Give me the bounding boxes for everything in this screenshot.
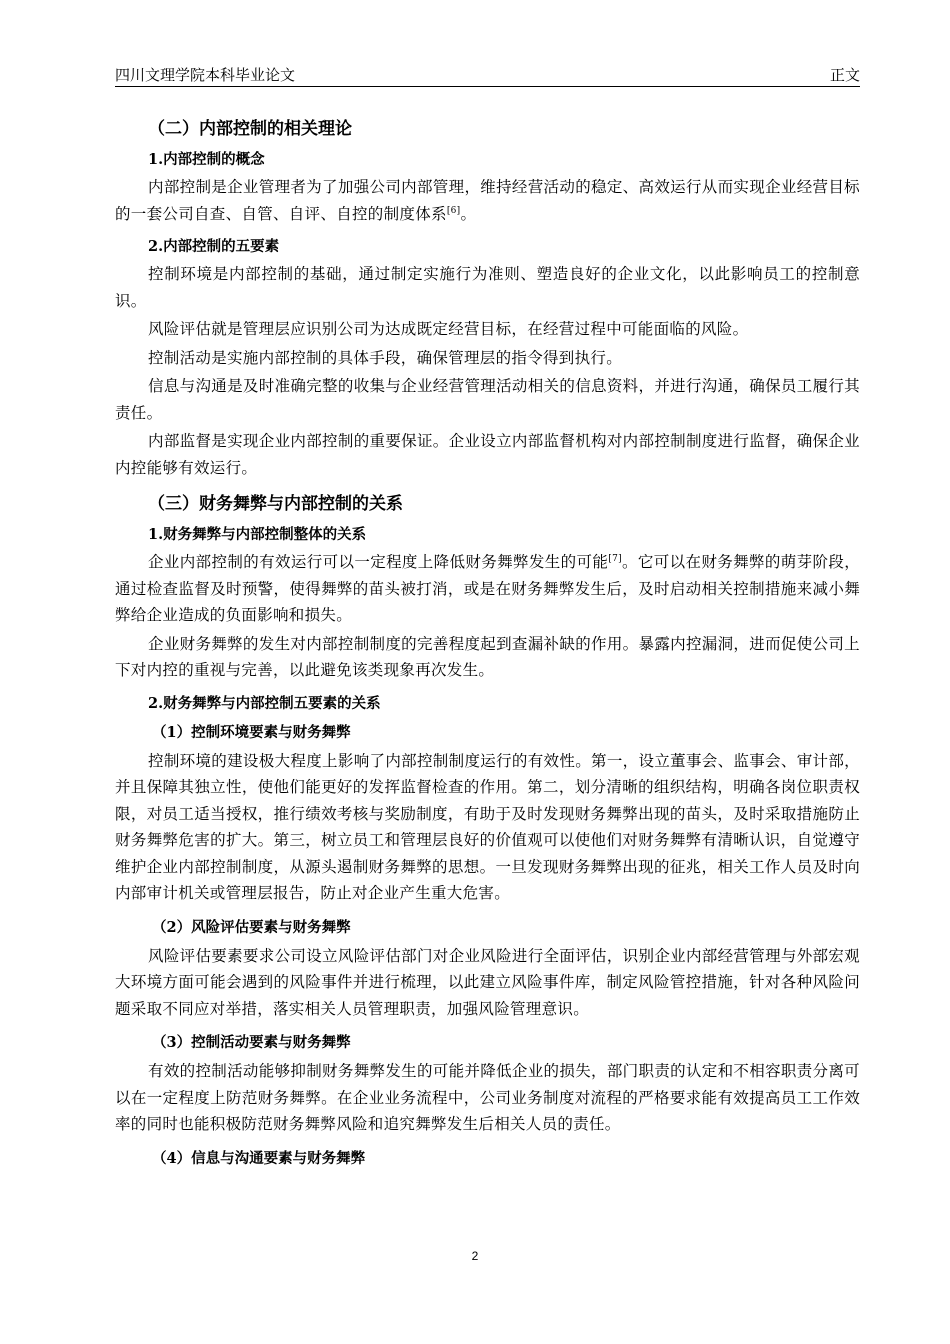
paragraph-text: 企业内部控制的有效运行可以一定程度上降低财务舞弊发生的可能 [148,553,609,571]
page-header [115,64,860,87]
paragraph-text: 内部控制是企业管理者为了加强公司内部管理，维持经营活动的稳定、高效运行从而实现企业经营目标的一套公司自查、自管、自评、自控的制度体系 [115,178,860,223]
paragraph-text-end: 。 [460,204,477,223]
paragraph-control-environment: 控制环境是内部控制的基础，通过制定实施行为准则、塑造良好的企业文化，以此影响员工的控制意识。 [115,265,860,310]
paragraph-concept [115,174,860,227]
paragraph-item-control-environment: 控制环境的建设极大程度上影响了内部控制制度运行的有效性。第一，设立董事会、监事会、审计部，并且保障其独立性，使他们能更好的发挥监督检查的作用。第二，划分清晰的组织结构，明确各岗位职责权限，对员工适当授权，推行绩效考核与奖励制度，有助于及时发现财务舞弊出现的苗头，及时采取措施防止财务舞弊危害的扩大。第三，树立员工和管理层良好的价值观可以使他们对财务舞弊有清晰认识，自觉遵守维护企业内部控制制度，从源头遏制财务舞弊的思想。一旦发现财务舞弊出现的征兆，相关工作人员及时向内部审计机关或管理层报告，防止对企业产生重大危害。 [115,751,860,902]
paragraph-control-activities: 控制活动是实施内部控制的具体手段，确保管理层的指令得到执行。 [148,348,623,367]
citation-6: [6] [446,205,461,216]
item-heading-risk-assessment: （2）风险评估要素与财务舞弊 [152,918,351,936]
header-university-title: 四川文理学院本科毕业论文 [115,66,296,84]
paragraph-text-cont: 。它可以在财务舞弊的萌芽阶段，通过检查监督及时预警，使得舞弊的苗头被打消，或是在财务舞弊发生后，及时启动相关控制措施来减小舞弊给企业造成的负面影响和损失。 [115,553,860,624]
paragraph-risk-assessment: 风险评估就是管理层应识别公司为达成既定经营目标，在经营过程中可能面临的风险。 [148,320,749,338]
page-number: 2 [471,1249,479,1263]
paragraph-item-risk-assessment: 风险评估要素要求公司设立风险评估部门对企业风险进行全面评估，识别企业内部经营管理与外部宏观大环境方面可能会遇到的风险事件并进行梳理，以此建立风险事件库，制定风险管控措施，针对各种风险问题采取不同应对举措，落实相关人员管理职责，加强风险管理意识。 [115,946,860,1018]
paragraph-information-communication: 信息与沟通是及时准确完整的收集与企业经营管理活动相关的信息资料，并进行沟通，确保员工履行其责任。 [115,377,860,422]
item-heading-control-environment: （1）控制环境要素与财务舞弊 [152,723,351,741]
subsection-heading-overall-relation: 1.财务舞弊与内部控制整体的关系 [148,526,367,543]
item-heading-control-activities: （3）控制活动要素与财务舞弊 [152,1034,351,1051]
subsection-heading-concept: 1.内部控制的概念 [148,151,265,168]
paragraph-overall-relation-1 [115,549,860,629]
section-heading-2: （二）内部控制的相关理论 [148,119,352,139]
document-body [115,112,860,1174]
subsection-heading-five-element-relation: 2.财务舞弊与内部控制五要素的关系 [148,694,381,712]
section-heading-3: （三）财务舞弊与内部控制的关系 [148,494,403,514]
paragraph-overall-relation-2: 企业财务舞弊的发生对内部控制制度的完善程度起到查漏补缺的作用。暴露内控漏洞，进而促使公司上下对内控的重视与完善，以此避免该类现象再次发生。 [115,634,860,679]
header-section-label: 正文 [829,66,860,84]
paragraph-internal-supervision: 内部监督是实现企业内部控制的重要保证。企业设立内部监督机构对内部控制制度进行监督，确保企业内控能够有效运行。 [115,432,860,477]
item-heading-information-communication: （4）信息与沟通要素与财务舞弊 [152,1149,366,1167]
subsection-heading-five-elements: 2.内部控制的五要素 [148,238,280,255]
paragraph-item-control-activities: 有效的控制活动能够抑制财务舞弊发生的可能并降低企业的损失，部门职责的认定和不相容职责分离可以在一定程度上防范财务舞弊。在企业业务流程中，公司业务制度对流程的严格要求能有效提高员工工作效率的同时也能积极防范财务舞弊风险和追究舞弊发生后相关人员的责任。 [115,1062,860,1133]
citation-7: [7] [608,553,622,564]
